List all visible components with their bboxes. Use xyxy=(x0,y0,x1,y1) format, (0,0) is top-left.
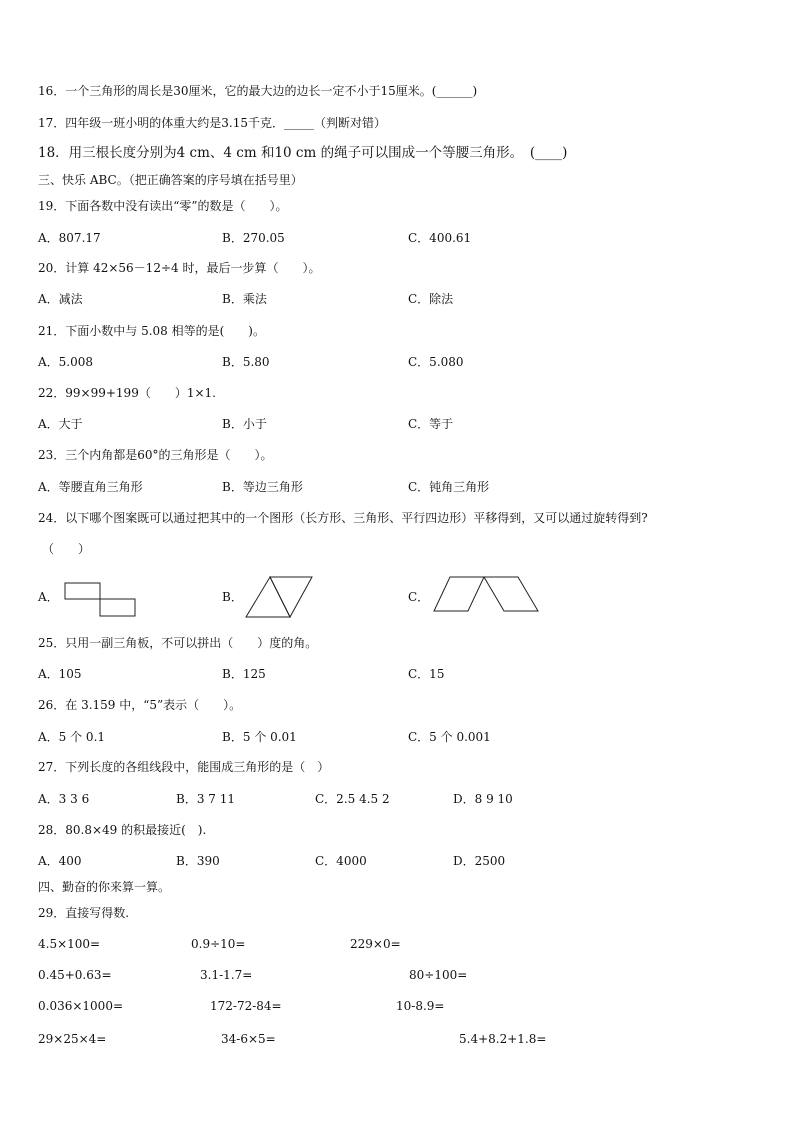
q26-option-a: A．5 个 0.1 xyxy=(38,730,106,744)
calc-item: 29×25×4= xyxy=(38,1032,107,1046)
q28-option-c: C．4000 xyxy=(315,854,367,868)
q22-option-c: C．等于 xyxy=(408,417,454,431)
question-23: 23．三个内角都是60°的三角形是（ ）。 xyxy=(38,448,273,462)
q19-option-c: C．400.61 xyxy=(408,231,472,245)
question-28: 28．80.8×49 的积最接近( ). xyxy=(38,823,207,837)
q22-option-b: B．小于 xyxy=(222,417,267,431)
calc-item: 34-6×5= xyxy=(221,1032,276,1046)
question-26: 26．在 3.159 中，“5”表示（ ）。 xyxy=(38,698,242,712)
q27-option-c: C．2.5 4.5 2 xyxy=(315,792,390,806)
q22-option-a: A．大于 xyxy=(38,417,83,431)
question-18: 18．用三根长度分别为4 cm、4 cm 和10 cm 的绳子可以围成一个等腰三角形。 (____) xyxy=(38,145,568,161)
question-19: 19．下面各数中没有读出“零”的数是（ ）。 xyxy=(38,199,288,213)
calc-item: 0.036×1000= xyxy=(38,999,124,1013)
q25-option-a: A．105 xyxy=(38,667,82,681)
q26-option-b: B．5 个 0.01 xyxy=(222,730,297,744)
q24-figure-a-rectangles xyxy=(64,582,138,618)
q27-option-b: B．3 7 11 xyxy=(176,792,235,806)
calc-item: 5.4+8.2+1.8= xyxy=(459,1032,547,1046)
question-21: 21．下面小数中与 5.08 相等的是( )。 xyxy=(38,324,265,338)
question-17: 17．四年级一班小明的体重大约是3.15千克．_____（判断对错） xyxy=(38,116,386,130)
calc-item: 0.9÷10= xyxy=(191,937,246,951)
q25-option-c: C．15 xyxy=(408,667,445,681)
q20-option-b: B．乘法 xyxy=(222,292,267,306)
q21-option-b: B．5.80 xyxy=(222,355,270,369)
q19-option-a: A．807.17 xyxy=(38,231,101,245)
calc-item: 172-72-84= xyxy=(210,999,282,1013)
q25-option-b: B．125 xyxy=(222,667,266,681)
q20-option-c: C．除法 xyxy=(408,292,454,306)
question-29: 29．直接写得数. xyxy=(38,906,130,920)
q23-option-c: C．钝角三角形 xyxy=(408,480,490,494)
q24-figure-b-triangles xyxy=(244,575,316,619)
q24-figure-c-parallelograms xyxy=(432,575,542,613)
calc-item: 3.1-1.7= xyxy=(200,968,253,982)
question-25: 25．只用一副三角板，不可以拼出（ ）度的角。 xyxy=(38,636,318,650)
q24-option-b: B． xyxy=(222,590,243,604)
q24-option-a: A． xyxy=(38,590,59,604)
section-3-heading: 三、快乐 ABC。（把正确答案的序号填在括号里） xyxy=(38,173,303,187)
q23-option-a: A．等腰直角三角形 xyxy=(38,480,143,494)
q27-option-a: A．3 3 6 xyxy=(38,792,90,806)
q21-option-c: C．5.080 xyxy=(408,355,464,369)
calc-item: 4.5×100= xyxy=(38,937,101,951)
calc-item: 229×0= xyxy=(350,937,401,951)
question-22: 22．99×99+199（ ）1×1. xyxy=(38,386,216,400)
q20-option-a: A．减法 xyxy=(38,292,83,306)
q21-option-a: A．5.008 xyxy=(38,355,94,369)
question-20: 20．计算 42×56－12÷4 时，最后一步算（ ）。 xyxy=(38,261,321,275)
calc-item: 0.45+0.63= xyxy=(38,968,112,982)
question-24: 24．以下哪个图案既可以通过把其中的一个图形（长方形、三角形、平行四边形）平移得到，又可以通过旋转得到? xyxy=(38,511,648,525)
q27-option-d: D．8 9 10 xyxy=(453,792,513,806)
question-24-answer-paren: （ ） xyxy=(42,542,91,556)
section-4-heading: 四、勤奋的你来算一算。 xyxy=(38,880,171,894)
q19-option-b: B．270.05 xyxy=(222,231,285,245)
q23-option-b: B．等边三角形 xyxy=(222,480,303,494)
q28-option-d: D．2500 xyxy=(453,854,506,868)
q28-option-a: A．400 xyxy=(38,854,82,868)
question-27: 27．下列长度的各组线段中，能围成三角形的是（ ） xyxy=(38,760,330,774)
calc-item: 80÷100= xyxy=(409,968,468,982)
q26-option-c: C．5 个 0.001 xyxy=(408,730,491,744)
calc-item: 10-8.9= xyxy=(396,999,445,1013)
q28-option-b: B．390 xyxy=(176,854,220,868)
q24-option-c: C． xyxy=(408,590,430,604)
question-16: 16．一个三角形的周长是30厘米，它的最大边的边长一定不小于15厘米。(______) xyxy=(38,84,478,98)
